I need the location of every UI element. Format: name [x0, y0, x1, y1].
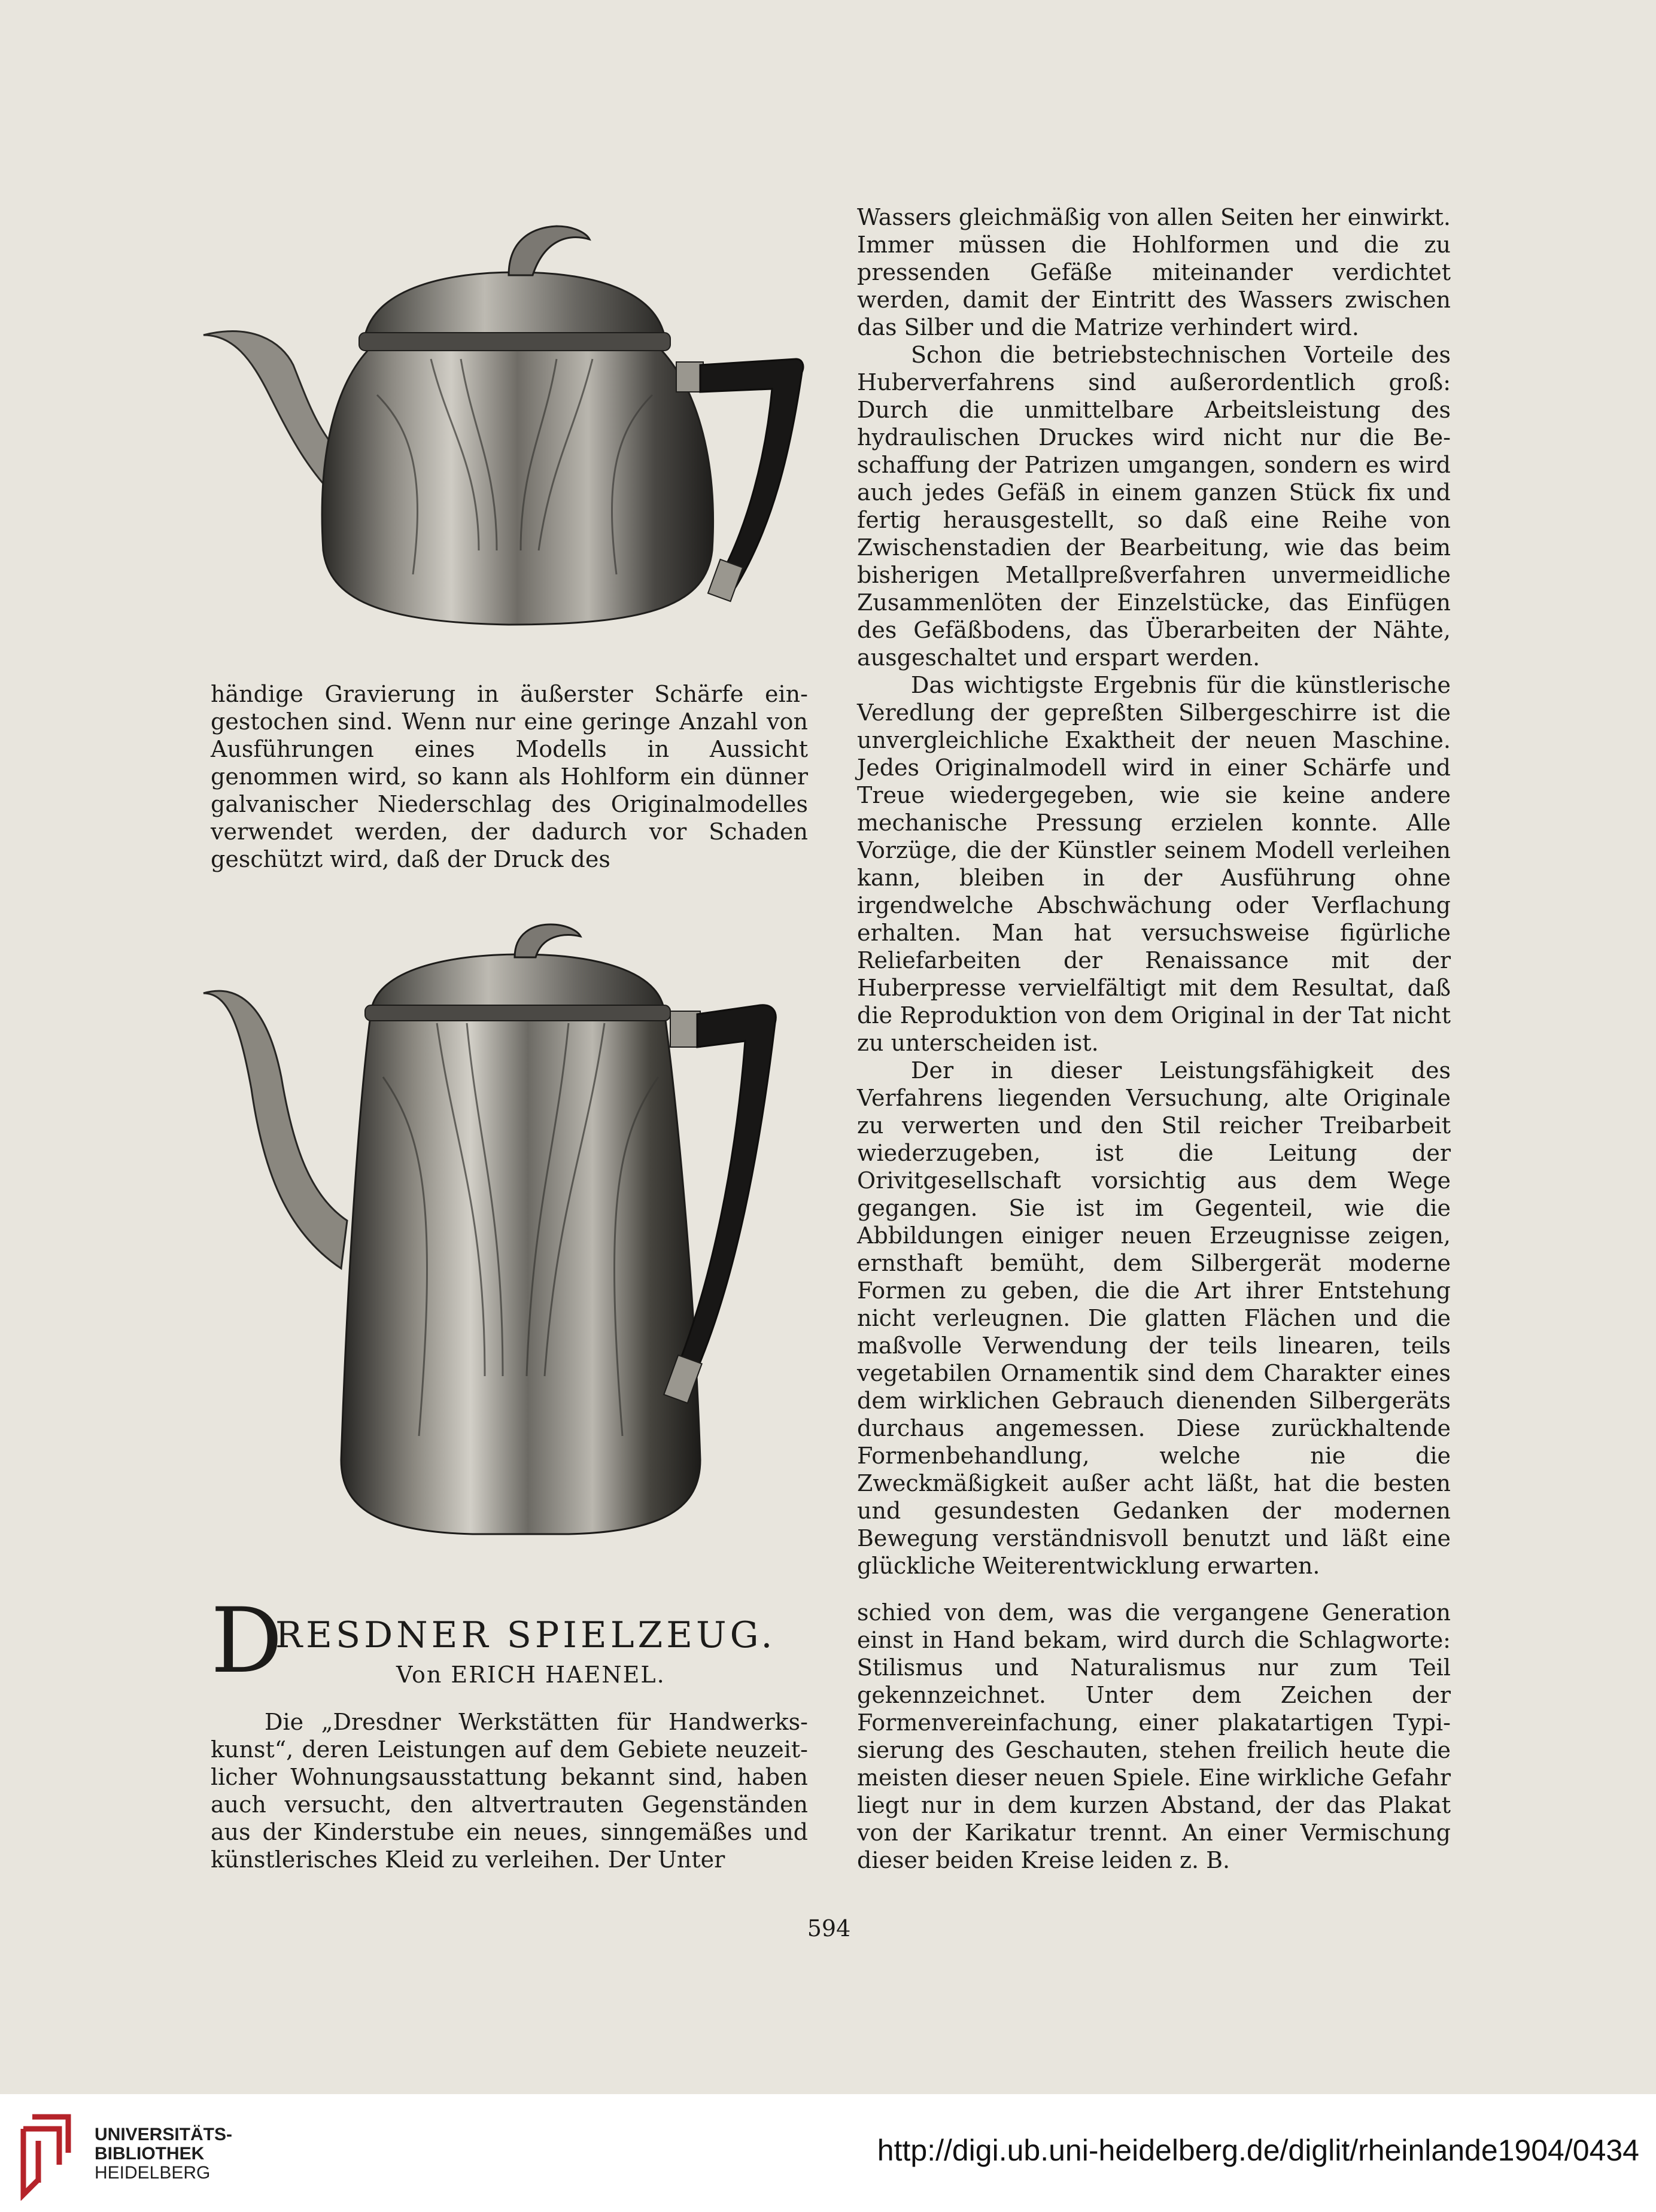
paragraph: Die „Dresdner Werkstätten für Handwerkskunst“, deren Leistungen auf dem Gebiete neuzeitlicher Wohnungsausstattung bekannt sind, haben auch versucht, den altvertrauten Gegenständen aus der Kinderstube ein neues, sinngemäßes und künstlerisches Kleid zu verleihen. Der Unter	[211, 1709, 808, 1873]
source-url-link[interactable]: http://digi.ub.uni-heidelberg.de/diglit/rheinlande1904/0434	[877, 2134, 1639, 2167]
article-text-column-left	[211, 1708, 808, 1873]
article-headline	[211, 1589, 809, 1693]
body-text-column-left-top	[211, 680, 808, 873]
body-text-column-right-top	[857, 203, 1451, 1580]
coffeepot-illustration	[197, 921, 832, 1568]
paragraph: Schon die betriebstechnischen Vorteile des Huberverfahrens sind außerordentlich groß: Durch die unmittelbare Arbeitsleistung des hydraulischen Druckes wird nicht nur die Beschaffung der Patrizen umgangen, sondern es wird auch jedes Gefäß in einem ganzen Stück fix und fertig herausgestellt, so daß eine Reihe von Zwischenstadien der Bearbeitung, wie das beim bisherigen Metallpreßverfahren unvermeidliche Zusammenlöten der Einzelstücke, das Einfügen des Gefäßbodens, das Überarbeiten der Nähte, ausgeschaltet und erspart werden.	[857, 342, 1451, 671]
article-text-column-right	[857, 1599, 1451, 1874]
paragraph: händige Gravierung in äußerster Schärfe eingestochen sind. Wenn nur eine geringe Anzahl von Ausführungen eines Modells in Aussicht genommen wird, so kann als Hohlform ein dünner galvanischer Niederschlag des Originalmodelles verwendet werden, der dadurch vor Schaden geschützt wird, daß der Druck des	[211, 681, 808, 872]
page-number: 594	[807, 1915, 851, 1942]
paragraph: Wassers gleichmäßig von allen Seiten her einwirkt. Immer müssen die Hohlformen und die zu pressenden Gefäße miteinander verdichtet werden, damit der Eintritt des Wassers zwischen das Silber und die Matrize verhindert wird.	[857, 204, 1451, 340]
paragraph: Der in dieser Leistungsfähigkeit des Verfahrens liegenden Versuchung, alte Originale zu verwerten und den Stil reicher Treibarbeit wiederzugeben, ist die Leitung der Orivitgesellschaft vorsichtig aus dem Wege gegangen. Sie ist im Gegenteil, wie die Abbildungen einiger neuen Erzeugnisse zeigen, ernsthaft bemüht, dem Silbergerät moderne Formen zu geben, die die Art ihrer Entstehung nicht verleugnen. Die glatten Flächen und die maßvolle Verwendung der teils linearen, teils vegetabilen Ornamentik sind dem Charakter eines dem wirklichen Gebrauch dienenden Silbergeräts durchaus angemessen. Diese zurückhaltende Formenbehandlung, welche nie die Zweckmäßigkeit außer acht läßt, hat die besten und gesundesten Gedanken der modernen Bewegung verständnisvoll benutzt und läßt eine glückliche Weiterentwicklung erwarten.	[857, 1057, 1451, 1579]
title-drop-cap: D	[211, 1589, 283, 1693]
teapot-illustration	[197, 215, 832, 646]
article-title: RESDNER SPIELZEUG.	[275, 1614, 776, 1656]
paragraph: Das wichtigste Ergebnis für die künstlerische Veredlung der gepreßten Silbergeschirre ist die unvergleichliche Exaktheit der neuen Maschine. Jedes Originalmodell wird in einer Schärfe und Treue wiedergegeben, wie sie keine andere mechanische Pressung erzielen konnte. Alle Vorzüge, die der Künstler seinem Modell verleihen kann, bleiben in der Ausführung ohne irgendwelche Abschwächung oder Verflachung erhalten. Man hat versuchsweise figürliche Reliefarbeiten der Renaissance mit der Huberpresse vervielfältigt mit dem Resultat, daß die Reproduktion von dem Original in der Tat nicht zu unterscheiden ist.	[857, 672, 1451, 1056]
library-name-line: UNIVERSITÄTS-	[95, 2125, 233, 2144]
article-byline: Von ERICH HAENEL.	[396, 1662, 666, 1688]
library-name-line: HEIDELBERG	[95, 2163, 211, 2183]
paragraph: schied von dem, was die vergangene Generation einst in Hand bekam, wird durch die Schlagworte: Stilismus und Naturalismus nur zum Teil gekennzeichnet. Unter dem Zeichen der Formenvereinfachung, einer plakatartigen Typisierung des Geschauten, stehen freilich heute die meisten dieser neuen Spiele. Eine wirkliche Gefahr liegt nur in dem kurzen Abstand, der das Plakat von der Karikatur trennt. An einer Vermischung dieser beiden Kreise leiden z. B.	[857, 1599, 1451, 1873]
university-library-logo-icon	[14, 2111, 80, 2201]
library-footer	[0, 2094, 1656, 2212]
library-name-line: BIBLIOTHEK	[95, 2144, 205, 2164]
library-name	[95, 2125, 232, 2183]
